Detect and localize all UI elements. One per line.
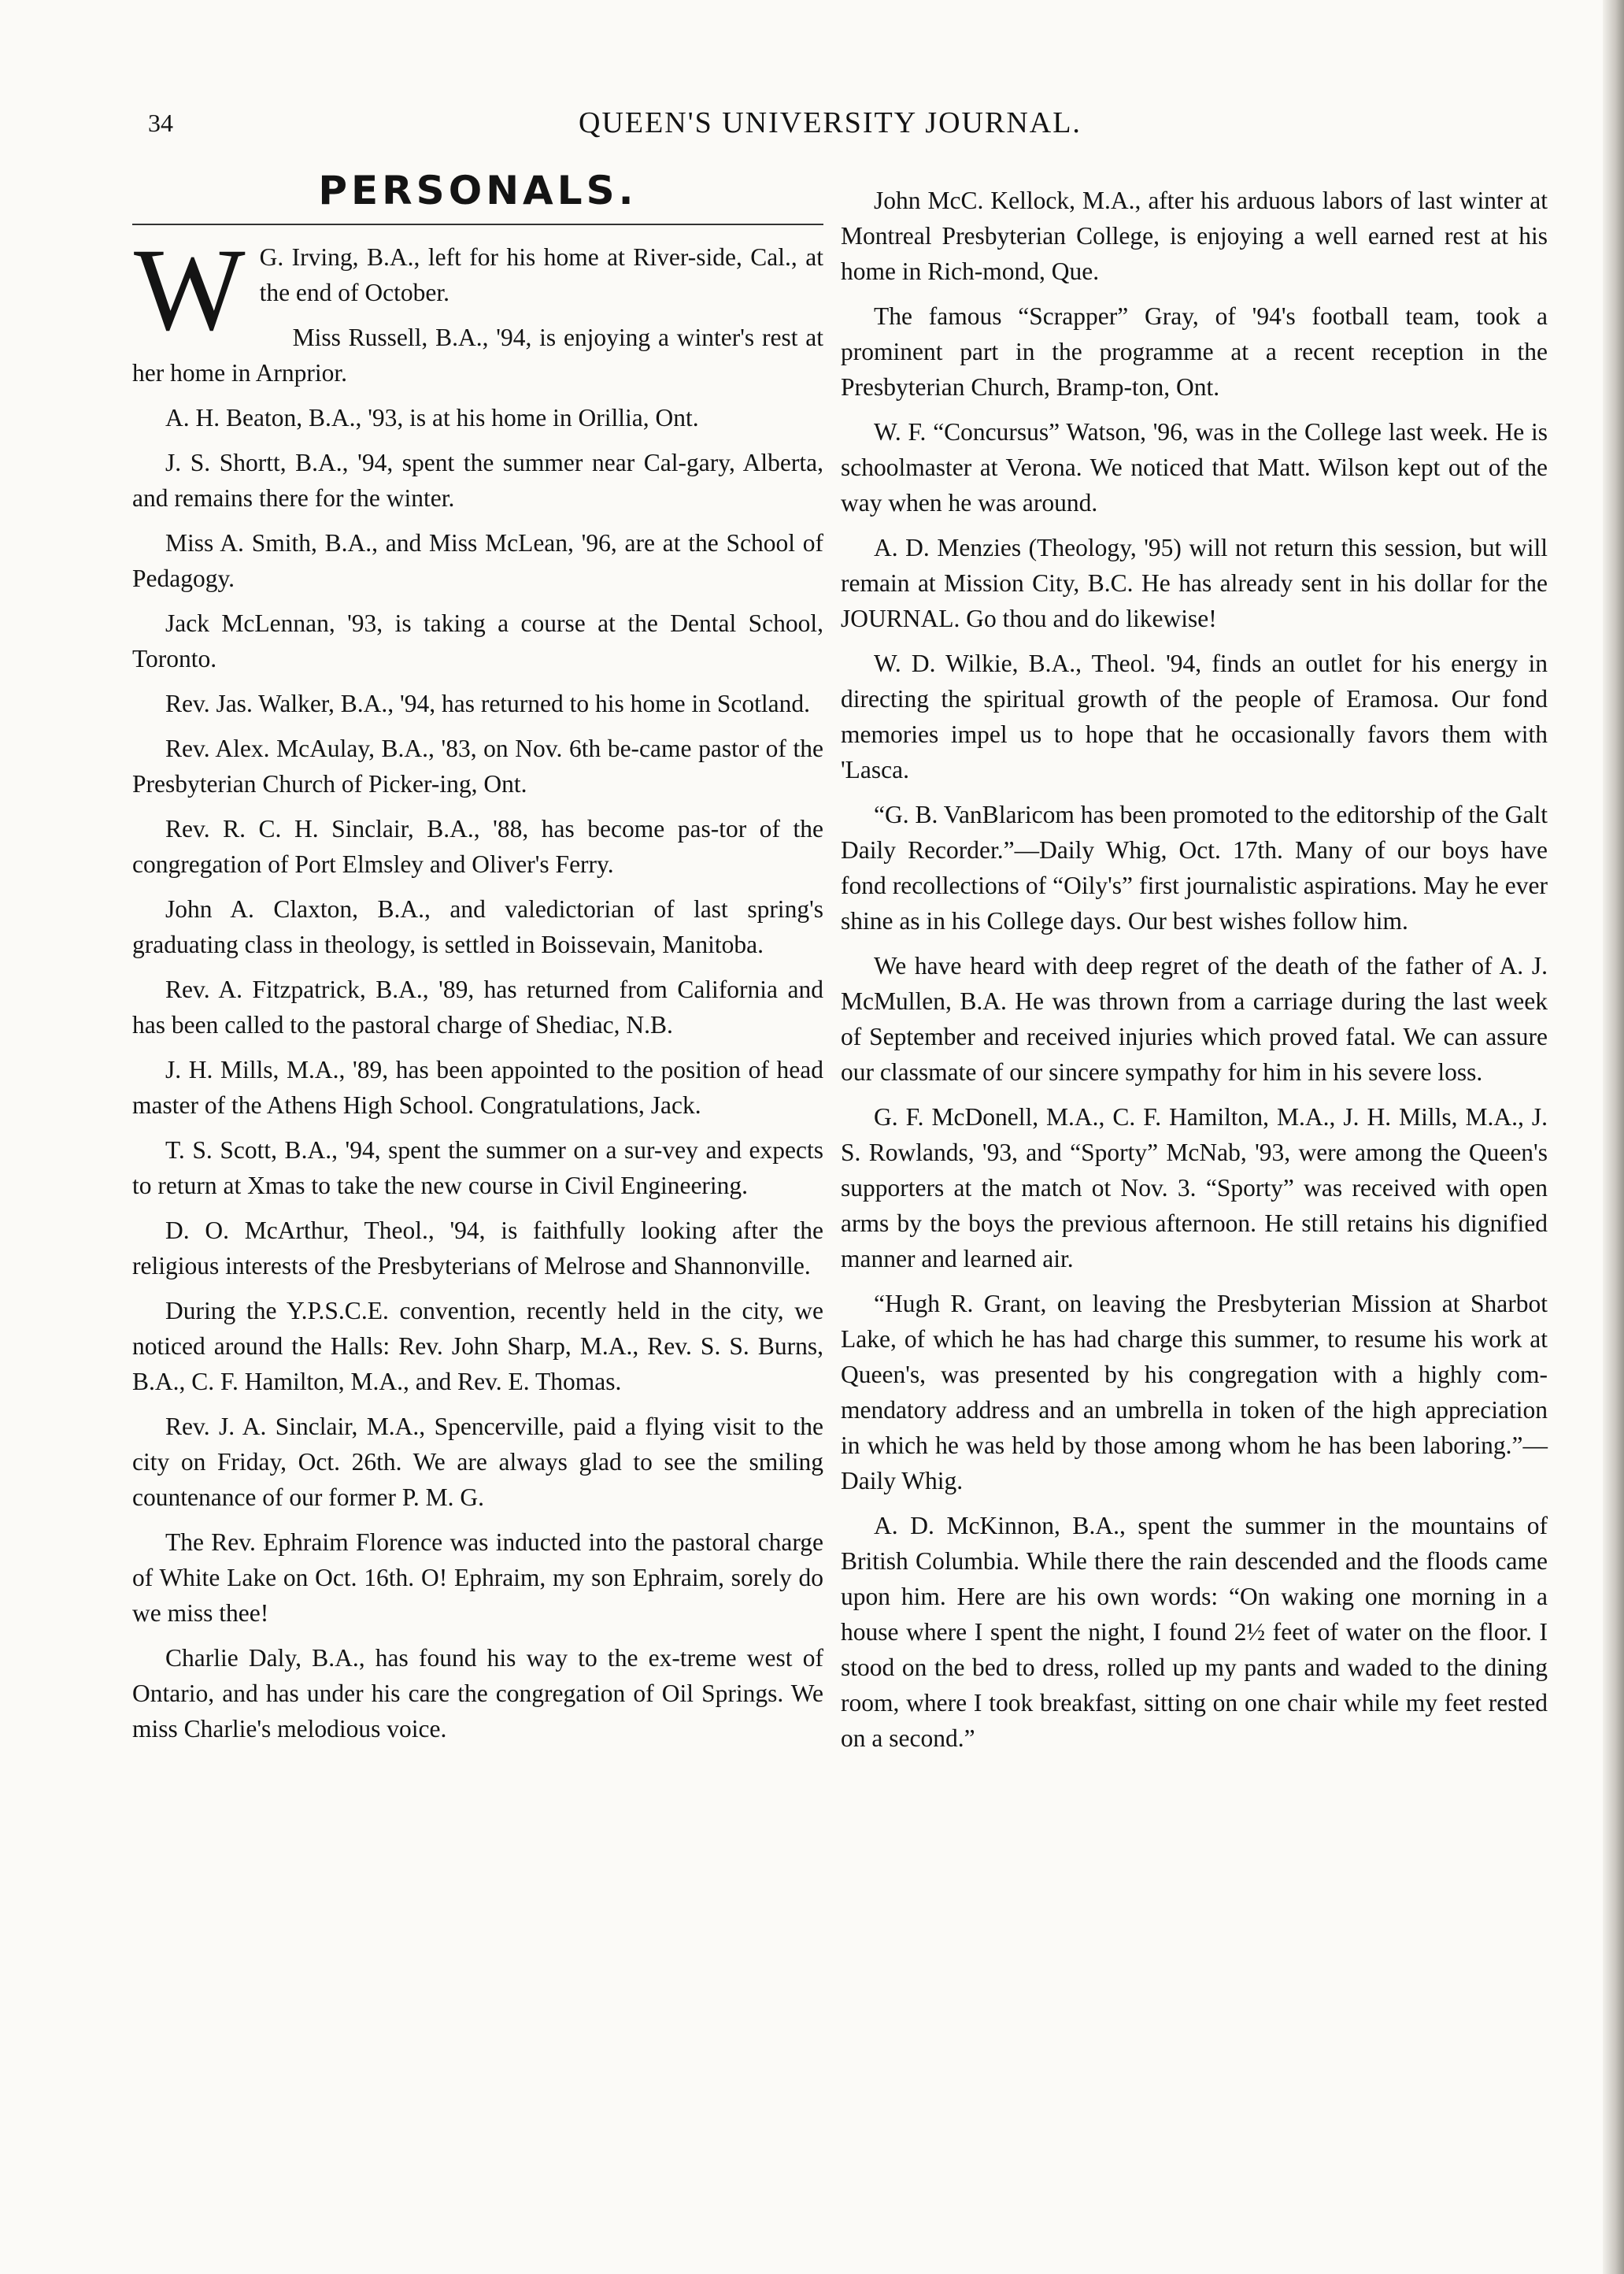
right-column: [841, 183, 1548, 1765]
paragraph: The famous “Scrapper” Gray, of '94's football team, took a prominent part in the programme at a recent reception in the Presbyterian Church, Bramp-ton, Ont.: [841, 302, 1548, 401]
paragraph: T. S. Scott, B.A., '94, spent the summer on a sur-vey and expects to return at Xmas to take the new course in Civil Engineering.: [132, 1136, 823, 1199]
left-column: [132, 165, 823, 1756]
paragraph: A. D. Menzies (Theology, '95) will not return this session, but will remain at Mission City, B.C. He has already sent in his dollar for the JOURNAL. Go thou and do likewise!: [841, 534, 1548, 632]
paragraph: John McC. Kellock, M.A., after his arduous labors of last winter at Montreal Presbyterian College, is enjoying a well earned rest at his home in Rich-mond, Que.: [841, 187, 1548, 285]
paragraph: J. H. Mills, M.A., '89, has been appointed to the position of head master of the Athens High School. Congratulations, Jack.: [132, 1056, 823, 1119]
paragraph: Charlie Daly, B.A., has found his way to the ex-treme west of Ontario, and has under his care the congregation of Oil Springs. We miss Charlie's melodious voice.: [132, 1644, 823, 1743]
page-binding-edge: [1603, 0, 1624, 2274]
paragraph: Rev. Alex. McAulay, B.A., '83, on Nov. 6th be-came pastor of the Presbyterian Church of Picker-ing, Ont.: [132, 735, 823, 798]
paragraph: D. O. McArthur, Theol., '94, is faithfully looking after the religious interests of the Presbyterians of Melrose and Shannonville.: [132, 1217, 823, 1280]
paragraph: The Rev. Ephraim Florence was inducted into the pastoral charge of White Lake on Oct. 16th. O! Ephraim, my son Ephraim, sorely do we miss thee!: [132, 1528, 823, 1627]
paragraph: Rev. J. A. Sinclair, M.A., Spencerville, paid a flying visit to the city on Friday, Oct. 26th. We are always glad to see the smiling countenance of our former P. M. G.: [132, 1413, 823, 1511]
paragraph: “Hugh R. Grant, on leaving the Presbyterian Mission at Sharbot Lake, of which he has had charge this summer, to resume his work at Queen's, was presented by his congregation with a highly com-mendatory address and an umbrella in token of the high appreciation in which he was held by those among whom he has been laboring.”—Daily Whig.: [841, 1290, 1548, 1494]
paragraph: Jack McLennan, '93, is taking a course at the Dental School, Toronto.: [132, 609, 823, 672]
section-title: PERSONALS.: [318, 168, 638, 213]
paragraph: Miss Russell, B.A., '94, is enjoying a winter's rest at her home in Arnprior.: [132, 324, 823, 387]
paragraph: Miss A. Smith, B.A., and Miss McLean, '96, are at the School of Pedagogy.: [132, 529, 823, 592]
paragraph: A. H. Beaton, B.A., '93, is at his home in Orillia, Ont.: [165, 404, 699, 431]
paragraph: Rev. R. C. H. Sinclair, B.A., '88, has become pas-tor of the congregation of Port Elmsley and Oliver's Ferry.: [132, 815, 823, 878]
paragraph: Rev. A. Fitzpatrick, B.A., '89, has returned from California and has been called to the pastoral charge of Shediac, N.B.: [132, 976, 823, 1039]
paragraph: W. F. “Concursus” Watson, '96, was in the College last week. He is schoolmaster at Verona. We noticed that Matt. Wilson kept out of the way when he was around.: [841, 418, 1548, 517]
paragraph: J. S. Shortt, B.A., '94, spent the summer near Cal-gary, Alberta, and remains there for the winter.: [132, 449, 823, 512]
paragraph: Rev. Jas. Walker, B.A., '94, has returned to his home in Scotland.: [165, 690, 810, 717]
paragraph: “G. B. VanBlaricom has been promoted to the editorship of the Galt Daily Recorder.”—Daily Whig, Oct. 17th. Many of our boys have fond recollections of “Oily's” first journalistic aspirations. May he ever shine as in his College days. Our best wishes follow him.: [841, 801, 1548, 935]
paragraph: A. D. McKinnon, B.A., spent the summer in the mountains of British Columbia. While there the rain descended and the floods came upon him. Here are his own words: “On waking one morning in a house where I spent the night, I found 2½ feet of water on the floor. I stood on the bed to dress, rolled up my pants and waded to the dining room, where I took breakfast, sitting on one chair while my feet rested on a second.”: [841, 1512, 1548, 1752]
paragraph: W. D. Wilkie, B.A., Theol. '94, finds an outlet for his energy in directing the spiritual growth of the people of Eramosa. Our fond memories impel us to hope that he occasionally favors them with 'Lasca.: [841, 650, 1548, 783]
page-number: 34: [148, 109, 173, 137]
journal-title: QUEEN'S UNIVERSITY JOURNAL.: [579, 106, 1082, 139]
paragraph: John A. Claxton, B.A., and valedictorian of last spring's graduating class in theology, is settled in Boissevain, Manitoba.: [132, 895, 823, 958]
first-paragraph-text: G. Irving, B.A., left for his home at River-side, Cal., at the end of October.: [259, 243, 823, 306]
paragraph: G. F. McDonell, M.A., C. F. Hamilton, M.A., J. H. Mills, M.A., J. S. Rowlands, '93, and “Sporty” McNab, '93, were among the Queen's supporters at the match ot Nov. 3. “Sporty” was received with open arms by the boys the previous afternoon. He still retains his dignified manner and learned air.: [841, 1103, 1548, 1272]
dropcap-letter: W: [134, 224, 246, 355]
first-paragraph: [132, 224, 823, 355]
paragraph: During the Y.P.S.C.E. convention, recently held in the city, we noticed around the Halls: Rev. John Sharp, M.A., Rev. S. S. Burns, B.A., C. F. Hamilton, M.A., and Rev. E. Thomas.: [132, 1297, 823, 1395]
paragraph: We have heard with deep regret of the death of the father of A. J. McMullen, B.A. He was thrown from a carriage during the last week of September and received injuries which proved fatal. We can assure our classmate of our sincere sympathy for him in his severe loss.: [841, 952, 1548, 1086]
